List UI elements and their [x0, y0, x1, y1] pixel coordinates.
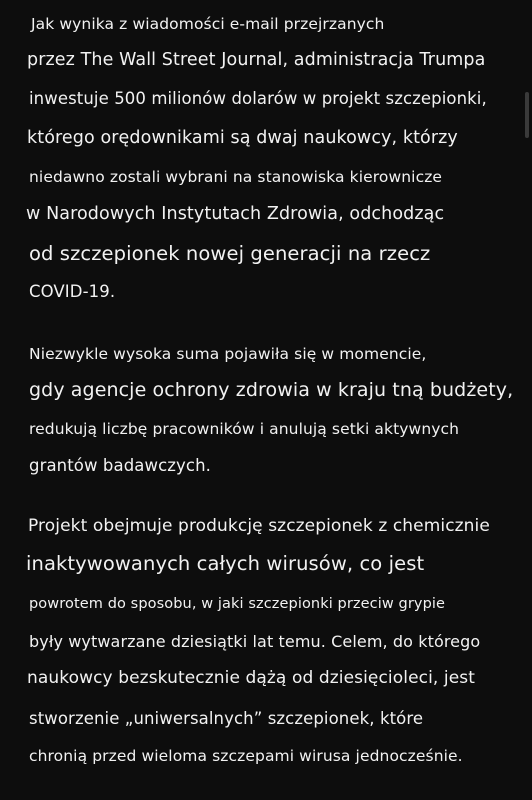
paragraph-3-line-4: były wytwarzane dziesiątki lat temu. Celem, do którego: [29, 632, 481, 651]
paragraph-1-line-1: Jak wynika z wiadomości e-mail przejrzanych: [31, 15, 385, 33]
paragraph-1-line-4: którego orędownikami są dwaj naukowcy, którzy: [27, 128, 458, 148]
paragraph-2-line-1: Niezwykle wysoka suma pojawiła się w momencie,: [29, 345, 427, 363]
scrollbar[interactable]: [525, 92, 529, 138]
paragraph-1-line-5: niedawno zostali wybrani na stanowiska kierownicze: [29, 168, 443, 186]
paragraph-2-line-2: gdy agencje ochrony zdrowia w kraju tną budżety,: [29, 379, 514, 401]
paragraph-3-line-2: inaktywowanych całych wirusów, co jest: [26, 552, 425, 575]
paragraph-3-line-5: naukowcy bezskutecznie dążą od dziesięcioleci, jest: [27, 668, 476, 688]
paragraph-1-line-6: w Narodowych Instytutach Zdrowia, odchodząc: [26, 204, 445, 224]
paragraph-2-line-4: grantów badawczych.: [29, 456, 211, 475]
paragraph-1-line-3: inwestuje 500 milionów dolarów w projekt szczepionki,: [29, 89, 487, 108]
paragraph-3-line-1: Projekt obejmuje produkcję szczepionek z chemicznie: [28, 516, 490, 536]
paragraph-1-line-8: COVID-19.: [29, 282, 116, 301]
paragraph-3-line-3: powrotem do sposobu, w jaki szczepionki przeciw grypie: [29, 596, 446, 612]
paragraph-2-line-3: redukują liczbę pracowników i anulują setki aktywnych: [29, 420, 460, 438]
paragraph-1-line-2: przez The Wall Street Journal, administracja Trumpa: [27, 50, 486, 70]
paragraph-3-line-6: stworzenie „uniwersalnych” szczepionek, które: [29, 709, 424, 728]
paragraph-1-line-7: od szczepionek nowej generacji na rzecz: [29, 242, 431, 265]
paragraph-3-line-7: chronią przed wieloma szczepami wirusa jednocześnie.: [29, 747, 463, 765]
